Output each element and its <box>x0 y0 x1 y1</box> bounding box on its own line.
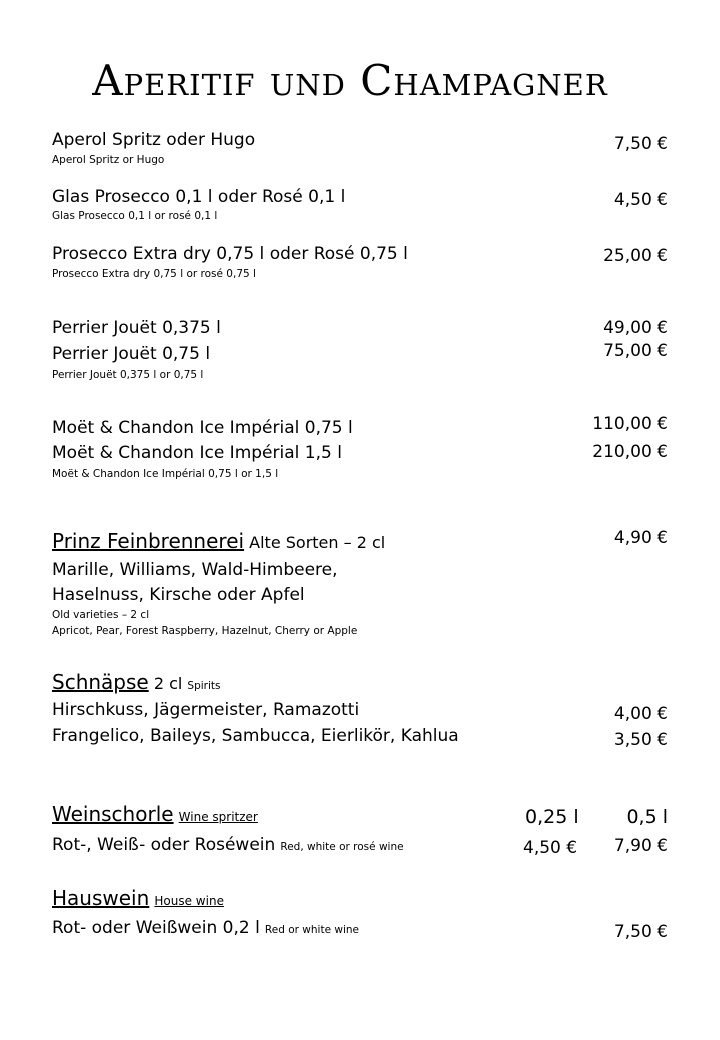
item-name: Perrier Jouët 0,75 l <box>52 344 211 364</box>
section-heading: Schnäpse <box>52 670 149 694</box>
item-translation: Prosecco Extra dry 0,75 l or rosé 0,75 l <box>52 268 256 280</box>
section-note-en: Spirits <box>187 680 221 692</box>
item-line: Rot-, Weiß- oder Roséwein <box>52 835 276 855</box>
item-line-en: Red, white or rosé wine <box>280 841 404 853</box>
item-price: 110,00 € <box>592 414 668 434</box>
item-line: Haselnuss, Kirsche oder Apfel <box>52 585 305 605</box>
item-translation: Old varieties – 2 cl <box>52 609 150 621</box>
page-title: Aperitif und Champagner <box>92 56 608 105</box>
section-heading-en: Wine spritzer <box>178 810 258 824</box>
item-line-row <box>52 835 404 855</box>
item-price: 7,90 € <box>613 836 668 856</box>
item-price: 7,50 € <box>613 134 668 154</box>
section-heading: Weinschorle <box>52 802 174 826</box>
item-line: Marille, Williams, Wald-Himbeere, <box>52 560 338 580</box>
item-price: 4,50 € <box>613 190 668 210</box>
item-name: Prosecco Extra dry 0,75 l oder Rosé 0,75 l <box>52 244 408 264</box>
section-heading-schnaepse <box>52 670 221 694</box>
item-translation: Glas Prosecco 0,1 l or rosé 0,1 l <box>52 210 218 222</box>
section-note: Alte Sorten – 2 cl <box>249 533 386 552</box>
section-heading-hauswein <box>52 886 224 910</box>
section-heading: Prinz Feinbrennerei <box>52 529 245 553</box>
item-name: Aperol Spritz oder Hugo <box>52 130 256 150</box>
item-line: Hirschkuss, Jägermeister, Ramazotti <box>52 700 360 720</box>
item-price: 4,50 € <box>523 838 578 858</box>
section-heading: Hauswein <box>52 886 150 910</box>
item-price: 25,00 € <box>603 246 668 266</box>
item-price: 4,00 € <box>613 704 668 724</box>
item-line-row <box>52 918 359 938</box>
section-note: 2 cl <box>153 674 183 693</box>
item-line-en: Red or white wine <box>264 924 359 936</box>
item-translation: Aperol Spritz or Hugo <box>52 154 165 166</box>
item-translation: Apricot, Pear, Forest Raspberry, Hazelnut, Cherry or Apple <box>52 625 358 637</box>
item-translation: Moët & Chandon Ice Impérial 0,75 l or 1,5 l <box>52 468 279 480</box>
section-heading-weinschorle <box>52 802 258 826</box>
section-heading-prinz <box>52 529 385 553</box>
column-header: 0,5 l <box>626 806 668 828</box>
item-price: 4,90 € <box>613 528 668 548</box>
item-name: Moët & Chandon Ice Impérial 0,75 l <box>52 418 353 438</box>
item-name: Perrier Jouët 0,375 l <box>52 318 221 338</box>
section-heading-en: House wine <box>154 894 224 908</box>
item-price: 75,00 € <box>603 341 668 361</box>
item-translation: Perrier Jouët 0,375 l or 0,75 l <box>52 369 204 381</box>
column-header: 0,25 l <box>525 806 579 828</box>
item-price: 7,50 € <box>613 922 668 942</box>
item-name: Moët & Chandon Ice Impérial 1,5 l <box>52 443 342 463</box>
item-price: 210,00 € <box>592 442 668 462</box>
item-line: Rot- oder Weißwein 0,2 l <box>52 918 260 938</box>
item-name: Glas Prosecco 0,1 l oder Rosé 0,1 l <box>52 187 346 207</box>
item-price: 49,00 € <box>603 318 668 338</box>
item-price: 3,50 € <box>613 730 668 750</box>
item-line: Frangelico, Baileys, Sambucca, Eierlikör, Kahlua <box>52 726 459 746</box>
